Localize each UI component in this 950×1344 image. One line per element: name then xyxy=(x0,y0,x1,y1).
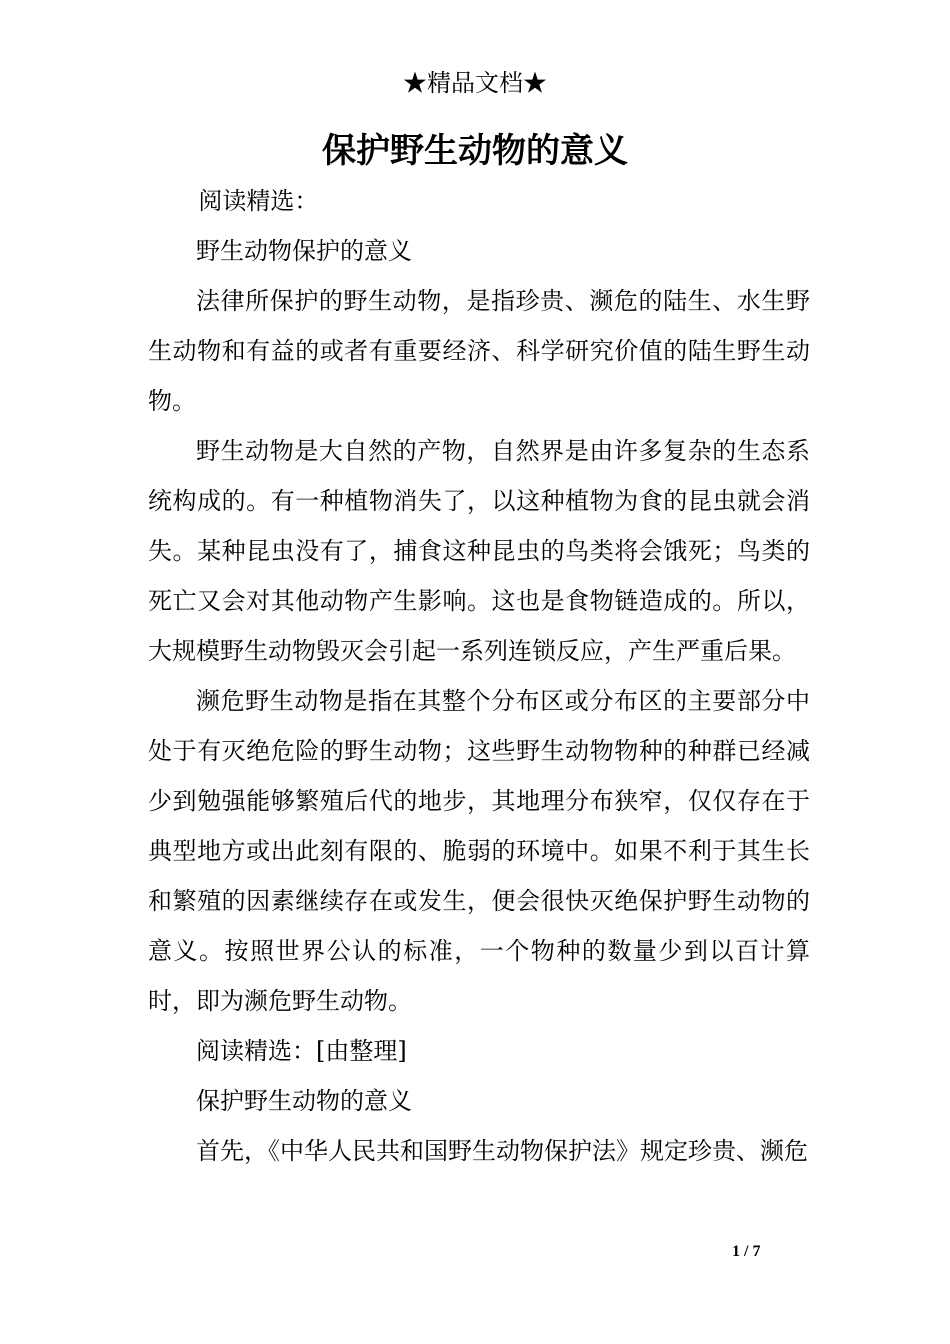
paragraph-reading-selection-label: 阅读精选： xyxy=(198,187,319,215)
document-title: 保护野生动物的意义 xyxy=(322,131,628,171)
header-quality-mark: ★精品文档★ xyxy=(403,69,547,97)
paragraph-body: 濒危野生动物是指在其整个分布区或分布区的主要部分中处于有灭绝危险的野生动物；这些野生动物物种的种群已经减少到勉强能够繁殖后代的地步，其地理分布狭窄，仅仅存在于典型地方或出此刻有限的、脆弱的环境中。如果不利于其生长和繁殖的因素继续存在或发生，便会很快灭绝保护野生动物的意义。按照世界公认的标准，一个物种的数量少到以百计算时，即为濒危野生动物。 xyxy=(148,687,810,1015)
paragraph-subtitle: 保护野生动物的意义 xyxy=(196,1087,412,1115)
document-body xyxy=(148,176,810,1176)
paragraph-subtitle: 野生动物保护的意义 xyxy=(196,237,412,265)
paragraph-body: 首先，《中华人民共和国野生动物保护法》规定珍贵、濒危 xyxy=(196,1137,808,1165)
paragraph-reading-selection-source: 阅读精选：[由整理] xyxy=(196,1037,407,1065)
paragraph-body: 野生动物是大自然的产物，自然界是由许多复杂的生态系统构成的。有一种植物消失了，以这种植物为食的昆虫就会消失。某种昆虫没有了，捕食这种昆虫的鸟类将会饿死；鸟类的死亡又会对其他动物产生影响。这也是食物链造成的。所以，大规模野生动物毁灭会引起一系列连锁反应，产生严重后果。 xyxy=(148,437,810,665)
page-number: 1 / 7 xyxy=(732,1243,761,1260)
paragraph-body: 法律所保护的野生动物，是指珍贵、濒危的陆生、水生野生动物和有益的或者有重要经济、科学研究价值的陆生野生动物。 xyxy=(148,287,810,415)
